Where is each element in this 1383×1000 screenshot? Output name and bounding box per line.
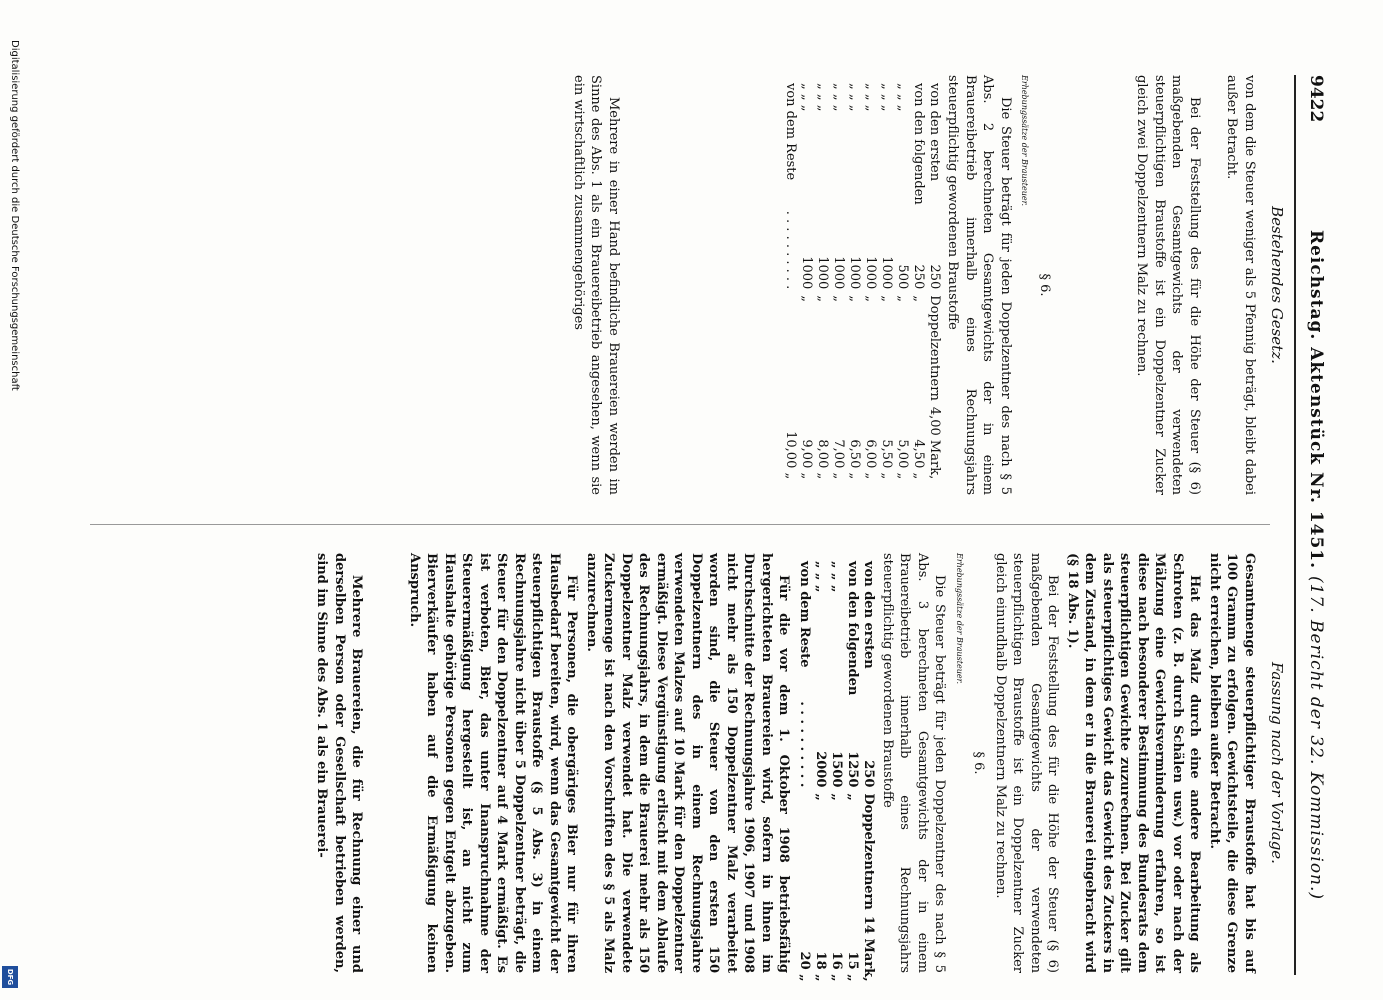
rate-label: „ „ „ — [831, 83, 846, 112]
rate-amount: 1000 — [879, 256, 894, 290]
rate-amount: 1000 — [863, 256, 878, 290]
rate-row — [926, 83, 942, 485]
left-rates-table — [782, 83, 942, 485]
left-paragraph-2: Die Steuer beträgt für jeden Doppelzentner des nach § 5 Abs. 2 berechneten Gesamtgewichts der in einem Brauereibetrieb innerhalb eines Rechnungsjahrs steuerpflichtig gewordenen Braustoffe — [945, 75, 1013, 495]
rate-unit: „ — [813, 793, 829, 801]
rate-row — [798, 83, 814, 485]
rate-amount: 1000 — [831, 256, 846, 290]
rate-row — [797, 561, 813, 988]
rate-amount: 1000 — [847, 256, 862, 290]
rate-amount: 500 — [895, 264, 910, 290]
rate-amount: . . . . . . . . . . — [797, 701, 813, 788]
left-margin-note: Erhebungssätze der Brausteuer. — [1020, 75, 1030, 207]
rate-amount: 2000 — [813, 751, 829, 788]
document-subtitle: (17. Bericht der 32. Kommission.) — [1306, 575, 1326, 901]
rate-label: von den folgenden — [911, 83, 926, 205]
rate-row — [846, 83, 862, 485]
rate-label: von den ersten — [861, 561, 877, 669]
rate-rate: 5,50 „ — [879, 439, 894, 480]
right-column — [311, 553, 1258, 982]
right-rates-table — [797, 561, 877, 988]
left-paragraph-1: Bei der Feststellung des für die Höhe der Steuer (§ 6) maßgebenden Gesamtgewichts der verwendeten steuerpflichtigen Braustoffe ist ein Doppelzentner Zucker gleich zwei Doppelzentnern Malz zu rechnen. — [1134, 75, 1202, 495]
right-column-title: Fassung nach der Vorlage. — [1268, 662, 1286, 864]
rate-rate: 6,50 „ — [847, 439, 862, 480]
rate-unit: „ — [863, 295, 878, 303]
document-title-text: Reichstag. Aktenstück Nr. 1451. — [1306, 229, 1326, 570]
dfg-logo — [2, 966, 18, 988]
rate-unit: „ — [831, 295, 846, 303]
rate-row — [845, 561, 861, 988]
rate-amount: 250 — [861, 760, 877, 788]
rate-unit: „ — [847, 295, 862, 303]
rate-label: von den ersten — [927, 83, 942, 182]
rate-unit: „ — [829, 793, 845, 801]
left-paragraph-3: Mehrere in einer Hand befindliche Brauereien werden im Sinne des Abs. 1 als ein Brauereibetrieb angesehen, wenn sie ein wirtschaftlich zusammengehöriges — [571, 75, 621, 495]
rate-row — [814, 83, 830, 485]
rate-row — [830, 83, 846, 485]
rate-rate: 10,00 „ — [783, 431, 798, 480]
right-paragraph-3: Für die vor dem 1. Oktober 1908 betriebsfähig hergerichteten Brauereien wird, sofern in ihnen im Durchschnitte der Rechnungsjahre 1906, 1907 und 1908 nicht mehr als 150 Doppelzentner Malz verarbeitet worden sind, die Steuer von den ersten 150 Doppelzentnern des in einem Rechnungsjahre verwendeten Malzes auf 10 Mark für den Doppelzentner ermäßigt. Diese Vergünstigung erlischt mit dem Ablaufe des Rechnungsjahrs, in dem die Brauerei mehr als 150 Doppelzentner Malz verwendet hat. Die verwendete Zuckermenge ist nach den Vorschriften des § 5 als Malz anzurechnen. — [584, 553, 792, 973]
right-paragraph-5: Mehrere Brauereien, die für Rechnung einer und derselben Person oder Gesellschaft betrieben werden, sind im Sinne des Abs. 1 als ein Brauerei- — [314, 553, 365, 973]
rate-rate: 5,00 „ — [895, 439, 910, 480]
rate-rate: 4,50 „ — [911, 439, 926, 480]
rate-label: von den folgenden — [845, 561, 861, 696]
left-column-title: Bestehendes Gesetz. — [1268, 206, 1286, 364]
rate-row — [861, 561, 877, 988]
rate-rate: 9,00 „ — [799, 439, 814, 480]
right-section-heading: § 6. — [971, 751, 987, 775]
rate-amount: . . . . . . . . . . — [783, 210, 798, 290]
rate-label: „ „ „ — [815, 83, 830, 112]
rate-amount: 1250 — [845, 751, 861, 788]
rate-label: „ „ „ — [799, 83, 814, 112]
rate-rate: 6,00 „ — [863, 439, 878, 480]
rate-unit: Doppelzentnern — [927, 295, 942, 401]
rate-row — [829, 561, 845, 988]
right-margin-note: Erhebungssätze der Brausteuer. — [955, 553, 964, 685]
footer — [8, 40, 22, 990]
rate-rate: 16 „ — [829, 951, 845, 982]
rate-rate: 15 „ — [845, 951, 861, 982]
rate-row — [782, 83, 798, 485]
rate-unit — [797, 793, 813, 915]
rate-row — [862, 83, 878, 485]
rate-unit: „ — [799, 295, 814, 303]
rate-label: „ „ „ — [863, 83, 878, 112]
rate-label: „ „ „ — [813, 561, 829, 593]
rate-rate: 18 „ — [813, 951, 829, 982]
rate-amount: 1500 — [829, 751, 845, 788]
rate-label: von dem Reste — [783, 83, 798, 181]
rate-label: „ „ „ — [829, 561, 845, 593]
rotated-content — [70, 75, 1330, 982]
rate-unit: „ — [895, 295, 910, 303]
rate-unit: „ — [911, 295, 926, 303]
left-column — [568, 75, 1259, 495]
page-number: 9422 — [1306, 75, 1326, 123]
right-paragraph-1: Bei der Feststellung des für die Höhe der Steuer (§ 6) maßgebenden Gesamtgewichts der verwendeten steuerpflichtigen Braustoffe ist ein Doppelzentner Zucker gleich einundhalb Doppelzentnern Malz zu rechnen. — [993, 553, 1061, 973]
left-section-heading: § 6. — [1037, 273, 1052, 297]
right-paragraph-4: Für Personen, die obergäriges Bier nur für ihren Hausbedarf bereiten, wird, wenn das Gesamtgewicht der steuerpflichtigen Braustoffe (§ 5 Abs. 3) in einem Rechnungsjahre nicht über 5 Doppelzentner beträgt, die Steuer für den Doppelzentner auf 4 Mark ermäßigt. Es ist verboten, Bier, das unter Inanspruchnahme der Steuerermäßigung hergestellt ist, an nicht zum Haushalte gehörige Personen gegen Entgelt abzugeben. Bierverkäufer haben auf die Ermäßigung keinen Anspruch. — [407, 553, 580, 973]
rate-label: „ „ „ — [879, 83, 894, 112]
rate-amount: 1000 — [799, 256, 814, 290]
rate-label: „ „ „ — [847, 83, 862, 112]
rate-label: „ „ „ — [895, 83, 910, 112]
dfg-logo-text: DFG — [6, 968, 14, 986]
rate-unit — [782, 295, 798, 407]
rate-label: von dem Reste — [797, 561, 813, 668]
right-intro: Gesamtmenge steuerpflichtiger Braustoffe hat bis auf 100 Gramm zu erfolgen. Gewichtsteile, die diese Grenze nicht erreichen, bleiben außer Betracht. — [1207, 553, 1257, 973]
header-rule — [1294, 75, 1296, 975]
rate-row — [910, 83, 926, 485]
rate-rate: 4,00 Mark, — [927, 406, 942, 480]
rate-rate: 14 Mark, — [861, 915, 877, 982]
right-paragraph-malz: Hat das Malz durch eine andere Bearbeitung als Schroten (z. B. durch Schälen usw.) vor oder nach der Mälzung eine Gewichtsverminderung erfahren, so ist diese nach besonderer Bestimmung des Bundesrats dem steuerpflichtigen Gewichte zuzurechnen. Bei Zucker gilt als steuerpflichtiges Gewicht das Gewicht des Zuckers in dem Zustand, in dem er in die Brauerei eingebracht wird (§ 18 Abs. 1). — [1065, 553, 1203, 973]
rate-unit: „ — [879, 295, 894, 303]
column-divider — [90, 524, 1270, 525]
right-paragraph-2: Die Steuer beträgt für jeden Doppelzentner des nach § 5 Abs. 3 berechneten Gesamtgewichts der in einem Brauereibetrieb innerhalb eines Rechnungsjahrs steuerpflichtig gewordenen Braustoffe — [880, 553, 948, 973]
rate-rate: 7,00 „ — [831, 439, 846, 480]
rate-rate: 8,00 „ — [815, 439, 830, 480]
rate-rate: 20 „ — [797, 951, 813, 982]
rate-amount: 250 — [911, 264, 926, 290]
rate-unit: Doppelzentnern — [861, 793, 877, 910]
left-intro: von dem die Steuer weniger als 5 Pfennig beträgt, bleibt dabei außer Betracht. — [1224, 75, 1257, 495]
funding-note: Digitalisierung gefördert durch die Deutsche Forschungsgemeinschaft — [9, 40, 20, 391]
rate-amount: 250 — [927, 264, 942, 290]
rate-row — [813, 561, 829, 988]
rate-row — [894, 83, 910, 485]
rate-amount: 1000 — [815, 256, 830, 290]
rate-row — [878, 83, 894, 485]
rate-unit: „ — [845, 793, 861, 801]
page-header — [1302, 75, 1330, 975]
rate-unit: „ — [815, 295, 830, 303]
document-title — [1306, 155, 1326, 975]
